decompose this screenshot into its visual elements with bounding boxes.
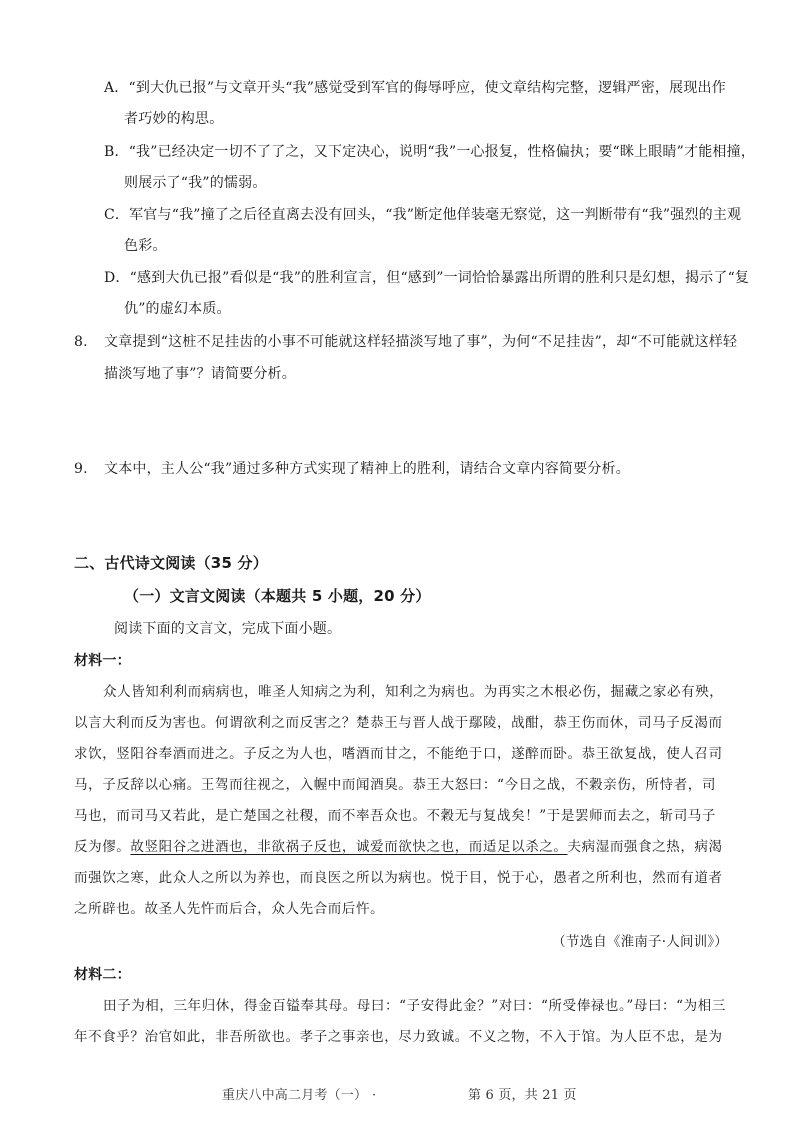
option-b-line2: 则展示了“我”的懦弱。 [124,175,267,191]
material-1-line1: 众人皆知利利而病病也，唯圣人知病之为利，知利之为病也。为再实之木根必伤，掘藏之家必有殃， [103,684,724,700]
material-1-line4: 马，子反辞以心痛。王驾而往视之，入幄中而闻酒臭。恭王大怒曰：“今日之战，不穀亲伤，所恃者，司 [74,777,716,793]
footer-school: 重庆八中高二月考（一） [222,1088,368,1103]
footer-dot: · [372,1088,377,1103]
option-b-line1: B．“我”已经决定一切不了了之，又下定决心，说明“我”一心报复，性格偏执；要“眯上眼睛”才能相撞， [104,144,756,160]
material-2-line2: 年不食乎？治官如此，非吾所欲也。孝子之事亲也，尽力致诚。不义之物，不入于馆。为人臣不忠，是为 [74,1029,723,1045]
material-1-line8: 之所辟也。故圣人先忤而后合，众人先合而后忤。 [74,901,385,917]
material-1-label: 材料一： [74,653,131,669]
section-2-title: 二、古代诗文阅读（35 分） [74,554,268,572]
option-a-line2: 者巧妙的构思。 [124,111,224,127]
option-a-line1: A．“到大仇已报”与文章开头“我”感觉受到军官的侮辱呼应，使文章结构完整，逻辑严密，展现出作 [104,80,726,96]
section-2-instruction: 阅读下面的文言文，完成下面小题。 [114,621,342,637]
question-9-number: 9. [74,461,88,477]
option-d-line2: 仇”的虚幻本质。 [124,301,231,317]
material-1-line6 [74,837,723,857]
option-c-line1: C．军官与“我”撞了之后径直离去没有回头，“我”断定他佯装毫无察觉，这一判断带有“我”强烈的主观 [104,207,742,223]
material-2-line1: 田子为相，三年归休，得金百镒奉其母。母曰：“子安得此金？”对曰：“所受俸禄也。”母曰：“为相三 [103,998,726,1014]
material-1-line5: 马也，而司马又若此，是亡楚国之社稷，而不率吾众也。不穀无与复战矣！”于是罢师而去之，斩司马子 [74,808,716,824]
question-8-line2: 描淡写地了事”？请简要分析。 [104,366,296,382]
footer-page-number: 第 6 页，共 21 页 [468,1088,577,1103]
underlined-sentence: 故竖阳谷之进酒也，非欲祸子反也，诚爱而欲快之也，而适足以杀之。 [130,839,568,855]
material-1-line7: 而强饮之寒，此众人之所以为养也，而良医之所以为病也。悦于目，悦于心，愚者之所利也，然而有道者 [74,870,723,886]
material-1-line2: 以言大利而反为害也。何谓欲利之而反害之？楚恭王与晋人战于鄢陵，战酣，恭王伤而休，司马子反渴而 [74,715,723,731]
material-1-line6-end: 夫病湿而强食之热，病渴 [567,839,723,855]
section-2-subtitle: （一）文言文阅读（本题共 5 小题，20 分） [124,587,431,605]
question-9-text: 文本中，主人公“我”通过多种方式实现了精神上的胜利，请结合文章内容简要分析。 [104,461,630,477]
material-1-line3: 求饮，竖阳谷奉酒而进之。子反之为人也，嗜酒而甘之，不能绝于口，遂醉而卧。恭王欲复战，使人召司 [74,746,723,762]
option-c-line2: 色彩。 [124,238,167,254]
option-d-line1: D．“感到大仇已报”看似是“我”的胜利宣言，但“感到”一词恰恰暴露出所谓的胜利只是幻想，揭示了“复 [104,270,750,286]
material-2-label: 材料二： [74,967,131,983]
material-1-source: （节选自《淮南子·人间训》） [552,934,728,950]
question-8-number: 8. [74,334,88,350]
material-1-line6-start: 反为僇。 [74,839,131,855]
question-8-line1: 文章提到“这桩不足挂齿的小事不可能就这样轻描淡写地了事”，为何“不足挂齿”，却“不可能就这样轻 [104,334,738,350]
